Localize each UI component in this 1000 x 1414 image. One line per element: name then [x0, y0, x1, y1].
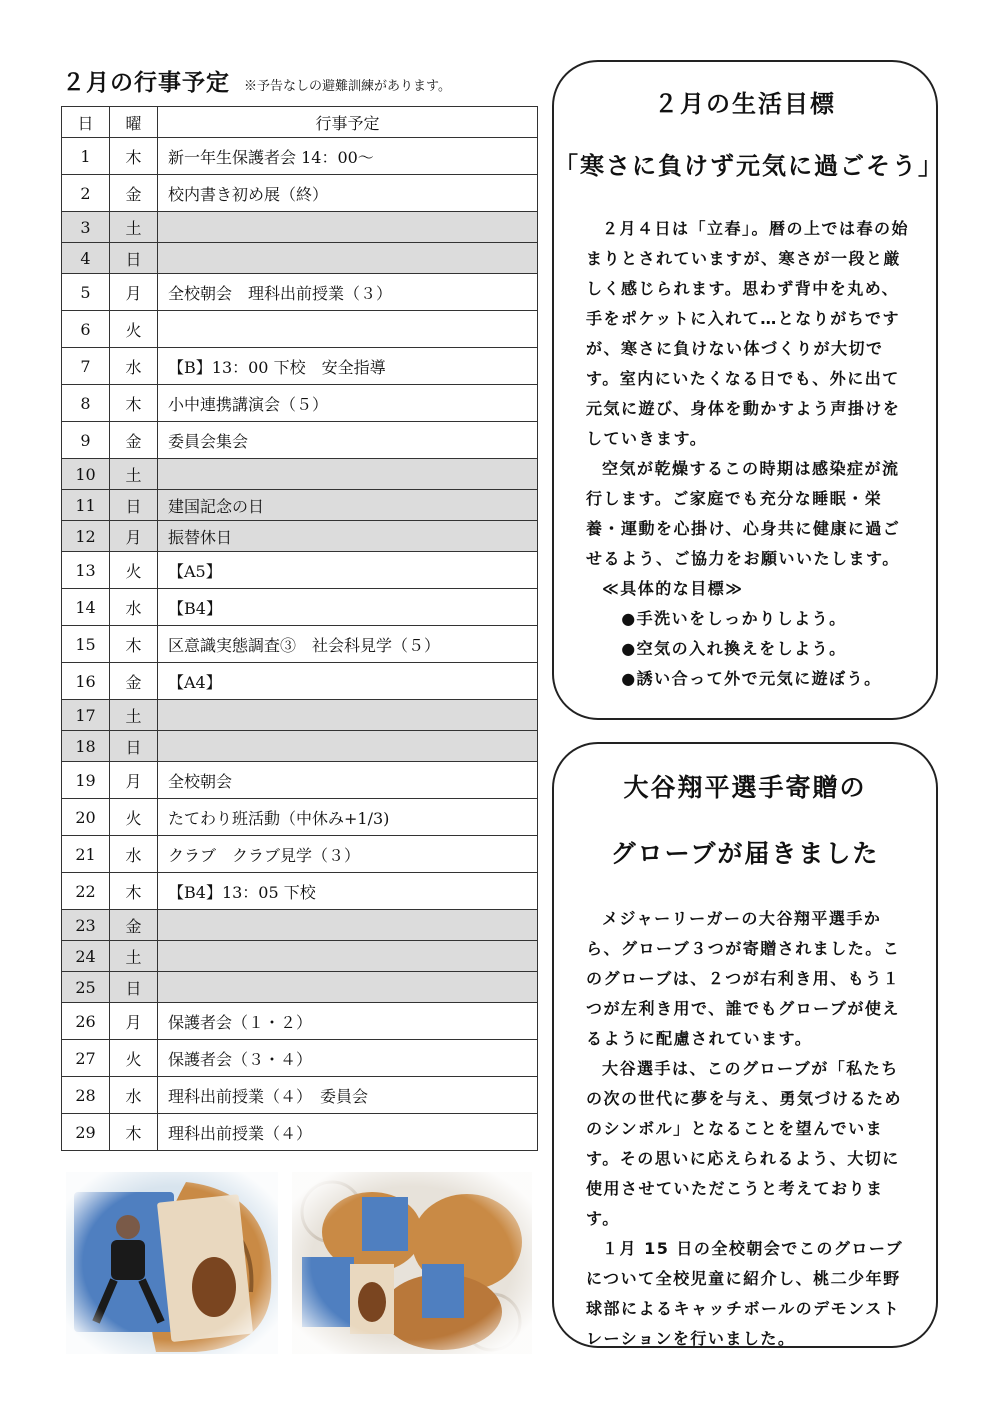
day-cell: 21 — [62, 836, 110, 873]
table-row — [62, 941, 538, 972]
weekday-cell: 水 — [110, 836, 158, 873]
weekday-cell: 日 — [110, 243, 158, 274]
weekday-cell: 火 — [110, 799, 158, 836]
event-cell: 校内書き初め展（終） — [158, 175, 538, 212]
day-cell: 14 — [62, 589, 110, 626]
table-row — [62, 1003, 538, 1040]
glove-paragraph-3: １月 15 日の全校朝会でこのグローブについて全校児童に紹介し、桃二少年野球部によるキャッチボールのデモンストレーションを行いました。 — [586, 1239, 904, 1348]
day-cell: 22 — [62, 873, 110, 910]
day-cell: 27 — [62, 1040, 110, 1077]
life-goals-subhead: ≪具体的な目標≫ — [602, 579, 744, 598]
day-cell: 17 — [62, 700, 110, 731]
table-row — [62, 311, 538, 348]
table-row — [62, 138, 538, 175]
event-cell: 全校朝会 — [158, 762, 538, 799]
weekday-cell: 日 — [110, 972, 158, 1003]
photo-glove-tag — [66, 1172, 278, 1354]
weekday-cell: 日 — [110, 490, 158, 521]
day-cell: 12 — [62, 521, 110, 552]
table-row — [62, 212, 538, 243]
day-cell: 18 — [62, 731, 110, 762]
day-cell: 6 — [62, 311, 110, 348]
table-row — [62, 910, 538, 941]
event-cell: たてわり班活動（中休み+1/3) — [158, 799, 538, 836]
weekday-cell: 土 — [110, 941, 158, 972]
day-cell: 10 — [62, 459, 110, 490]
weekday-cell: 土 — [110, 459, 158, 490]
glove-paragraph-2: 大谷選手は、このグローブが「私たちの次の世代に夢を与え、勇気づけるためのシンボル」となることを望んでいます。その思いに応えられるよう、大切に使用させていただこうと考えております。 — [586, 1059, 902, 1228]
day-cell: 3 — [62, 212, 110, 243]
life-goals-panel — [552, 60, 944, 720]
day-cell: 28 — [62, 1077, 110, 1114]
day-cell: 19 — [62, 762, 110, 799]
event-cell: 理科出前授業（４） — [158, 1114, 538, 1151]
schedule-body — [62, 138, 538, 1151]
table-row — [62, 1040, 538, 1077]
event-cell — [158, 972, 538, 1003]
glove-donation-panel — [552, 742, 938, 1348]
day-cell: 2 — [62, 175, 110, 212]
day-cell: 29 — [62, 1114, 110, 1151]
glove-title-line-1: 大谷翔平選手寄贈の — [623, 773, 867, 802]
table-header-row — [62, 107, 538, 138]
table-row — [62, 521, 538, 552]
event-cell: 区意識実態調査③ 社会科見学（５） — [158, 626, 538, 663]
weekday-cell: 日 — [110, 731, 158, 762]
weekday-cell: 水 — [110, 348, 158, 385]
table-row — [62, 589, 538, 626]
day-cell: 15 — [62, 626, 110, 663]
weekday-cell: 月 — [110, 1003, 158, 1040]
event-cell: 建国記念の日 — [158, 490, 538, 521]
event-cell — [158, 459, 538, 490]
day-cell: 9 — [62, 422, 110, 459]
event-cell — [158, 311, 538, 348]
weekday-cell: 水 — [110, 589, 158, 626]
weekday-cell: 月 — [110, 521, 158, 552]
event-cell: 新一年生保護者会 14：00～ — [158, 138, 538, 175]
event-cell — [158, 212, 538, 243]
table-row — [62, 348, 538, 385]
weekday-cell: 月 — [110, 762, 158, 799]
event-cell: 【B4】13：05 下校 — [158, 873, 538, 910]
event-cell: クラブ クラブ見学（３） — [158, 836, 538, 873]
table-row — [62, 799, 538, 836]
event-cell — [158, 731, 538, 762]
day-cell: 13 — [62, 552, 110, 589]
table-row — [62, 459, 538, 490]
photo-three-gloves — [292, 1172, 532, 1354]
table-row — [62, 663, 538, 700]
event-cell: 保護者会（１・２） — [158, 1003, 538, 1040]
event-cell: 【B4】 — [158, 589, 538, 626]
day-cell: 25 — [62, 972, 110, 1003]
event-cell — [158, 243, 538, 274]
table-row — [62, 422, 538, 459]
table-row — [62, 490, 538, 521]
weekday-cell: 金 — [110, 175, 158, 212]
weekday-cell: 金 — [110, 910, 158, 941]
glove-paragraph-1: メジャーリーガーの大谷翔平選手から、グローブ３つが寄贈されました。このグローブは、２つが右利き用、もう１つが左利き用で、誰でもグローブが使えるように配慮されています。 — [586, 909, 901, 1048]
weekday-cell: 水 — [110, 1077, 158, 1114]
day-cell: 1 — [62, 138, 110, 175]
table-row — [62, 243, 538, 274]
weekday-cell: 火 — [110, 311, 158, 348]
table-row — [62, 552, 538, 589]
event-cell: 理科出前授業（４） 委員会 — [158, 1077, 538, 1114]
life-goals-paragraph-2: 空気が乾燥するこの時期は感染症が流行します。ご家庭でも充分な睡眠・栄養・運動を心掛け、心身共に健康に過ごせるよう、ご協力をお願いいたします。 — [586, 459, 901, 568]
table-row — [62, 762, 538, 799]
day-cell: 4 — [62, 243, 110, 274]
life-goal-item: ●手洗いをしっかりしよう。 — [621, 609, 847, 628]
life-goal-item: ●誘い合って外で元気に遊ぼう。 — [621, 669, 882, 688]
weekday-cell: 木 — [110, 138, 158, 175]
event-cell: 小中連携講演会（５） — [158, 385, 538, 422]
event-cell: 委員会集会 — [158, 422, 538, 459]
table-row — [62, 626, 538, 663]
day-cell: 5 — [62, 274, 110, 311]
table-row — [62, 873, 538, 910]
table-row — [62, 700, 538, 731]
weekday-cell: 木 — [110, 1114, 158, 1151]
life-goals-slogan: 「寒さに負けず元気に過ごそう」 — [554, 152, 944, 180]
day-cell: 7 — [62, 348, 110, 385]
day-cell: 26 — [62, 1003, 110, 1040]
header-day: 日 — [62, 107, 110, 138]
event-cell: 【B】13：00 下校 安全指導 — [158, 348, 538, 385]
schedule-heading — [62, 64, 542, 104]
table-row — [62, 731, 538, 762]
day-cell: 20 — [62, 799, 110, 836]
weekday-cell: 火 — [110, 552, 158, 589]
life-goal-item: ●空気の入れ換えをしよう。 — [621, 639, 847, 658]
event-cell — [158, 700, 538, 731]
life-goals-body — [586, 214, 914, 694]
header-event: 行事予定 — [158, 107, 538, 138]
weekday-cell: 金 — [110, 663, 158, 700]
weekday-cell: 土 — [110, 700, 158, 731]
weekday-cell: 土 — [110, 212, 158, 243]
event-cell: 保護者会（３・４） — [158, 1040, 538, 1077]
schedule-note: ※予告なしの避難訓練があります。 — [244, 79, 451, 94]
schedule-table — [61, 106, 538, 1151]
event-cell — [158, 941, 538, 972]
table-row — [62, 274, 538, 311]
table-row — [62, 1077, 538, 1114]
event-cell: 【A5】 — [158, 552, 538, 589]
schedule-title: ２月の行事予定 — [62, 70, 230, 96]
table-row — [62, 175, 538, 212]
table-row — [62, 1114, 538, 1151]
day-cell: 11 — [62, 490, 110, 521]
glove-body — [586, 904, 914, 1354]
weekday-cell: 金 — [110, 422, 158, 459]
weekday-cell: 木 — [110, 626, 158, 663]
day-cell: 23 — [62, 910, 110, 941]
life-goals-paragraph-1: ２月４日は「立春」。暦の上では春の始まりとされていますが、寒さが一段と厳しく感じられます。思わず背中を丸め、手をポケットに入れて…となりがちですが、寒さに負けない体づくりが大切です。室内にいたくなる日でも、外に出て元気に遊び、身体を動かすよう声掛けをしていきます。 — [586, 219, 910, 448]
weekday-cell: 火 — [110, 1040, 158, 1077]
event-cell: 振替休日 — [158, 521, 538, 552]
event-cell: 【A4】 — [158, 663, 538, 700]
day-cell: 8 — [62, 385, 110, 422]
life-goals-title: ２月の生活目標 — [654, 90, 836, 118]
glove-title-line-2: グローブが届きました — [610, 839, 880, 868]
table-row — [62, 385, 538, 422]
table-row — [62, 836, 538, 873]
weekday-cell: 木 — [110, 385, 158, 422]
table-row — [62, 972, 538, 1003]
event-cell: 全校朝会 理科出前授業（３） — [158, 274, 538, 311]
day-cell: 24 — [62, 941, 110, 972]
event-cell — [158, 910, 538, 941]
weekday-cell: 木 — [110, 873, 158, 910]
header-weekday: 曜 — [110, 107, 158, 138]
day-cell: 16 — [62, 663, 110, 700]
weekday-cell: 月 — [110, 274, 158, 311]
